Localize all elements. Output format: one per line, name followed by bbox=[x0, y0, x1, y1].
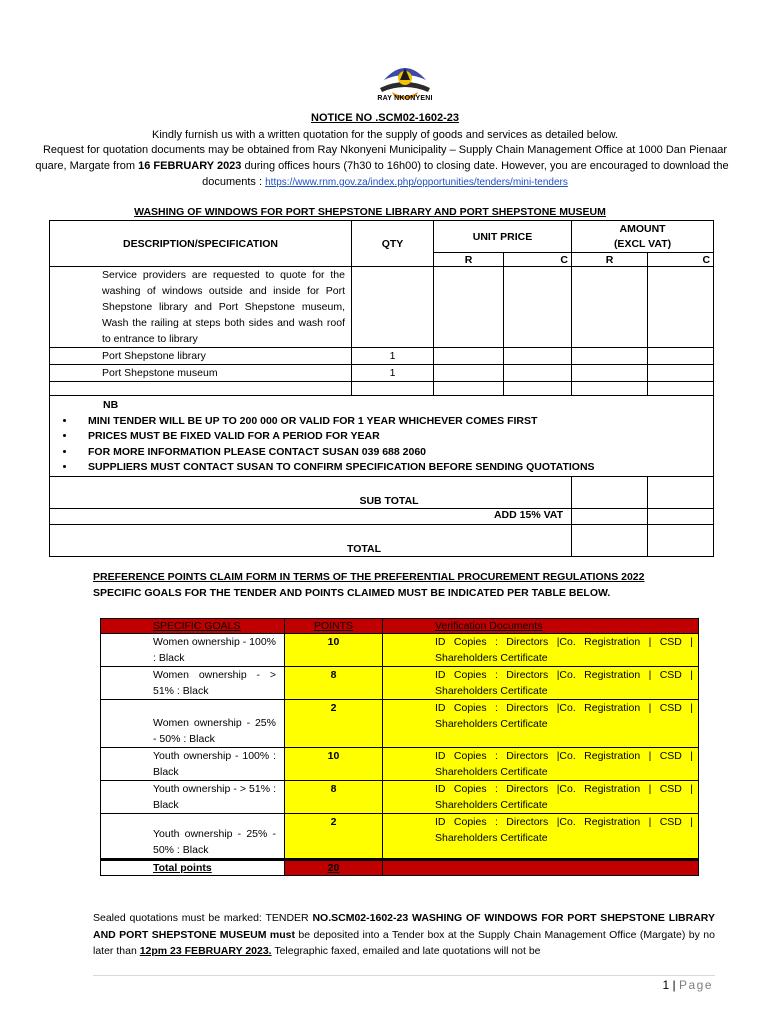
table-row bbox=[50, 382, 714, 396]
sealed-text-3: Telegraphic faxed, emailed and late quotations will not be bbox=[271, 945, 541, 957]
service-description bbox=[50, 267, 352, 348]
page-number: 1 bbox=[662, 978, 670, 992]
goal-text: Women ownership - 100% : Black bbox=[101, 634, 285, 667]
table-row bbox=[101, 748, 699, 781]
goal-docs: ID Copies : Directors |Co. Registration | CSD | Shareholders Certificate bbox=[383, 781, 699, 814]
intro-line-3-pre: quare, Margate from bbox=[35, 160, 139, 172]
cell bbox=[572, 267, 648, 348]
goal-text: Youth ownership - 25% - 50% : Black bbox=[101, 814, 285, 860]
start-date: 16 FEBRUARY 2023 bbox=[138, 160, 242, 172]
preference-title: PREFERENCE POINTS CLAIM FORM IN TERMS OF THE PREFERENTIAL PROCUREMENT REGULATIONS 2022 bbox=[93, 571, 645, 583]
item-qty: 1 bbox=[352, 365, 434, 382]
total-points-blank bbox=[383, 860, 699, 876]
logo-text: RAY NKONYENI bbox=[377, 95, 433, 102]
header-unit-c: C bbox=[504, 253, 572, 267]
closing-date: 12pm 23 FEBRUARY 2023. bbox=[139, 945, 272, 957]
page-word: Page bbox=[678, 978, 713, 992]
total-points-value: 20 bbox=[285, 860, 383, 876]
goal-docs: ID Copies : Directors |Co. Registration | CSD | Shareholders Certificate bbox=[383, 748, 699, 781]
vat-c bbox=[648, 508, 714, 524]
table-row bbox=[101, 781, 699, 814]
total-points-row bbox=[101, 860, 699, 876]
goal-points: 8 bbox=[285, 667, 383, 700]
sealed-text-2: be deposited into a Tender box at the Supply Chain Management Office (Margate) by no later than bbox=[93, 928, 715, 957]
cell bbox=[504, 382, 572, 396]
subtotal-r bbox=[572, 476, 648, 508]
goal-points: 2 bbox=[285, 700, 383, 748]
cell bbox=[504, 267, 572, 348]
goal-docs: ID Copies : Directors |Co. Registration | CSD | Shareholders Certificate bbox=[383, 667, 699, 700]
goal-text: Youth ownership - > 51% : Black bbox=[101, 781, 285, 814]
goal-text: Women ownership - > 51% : Black bbox=[101, 667, 285, 700]
nb-item: • MINI TENDER WILL BE UP TO 200 000 OR VALID FOR 1 YEAR WHICHEVER COMES FIRST bbox=[76, 414, 710, 430]
cell bbox=[504, 365, 572, 382]
sealed-bold-1: NO.SCM02-1602-23 WASHING OF WINDOWS FOR PORT SHEPSTONE LIBRARY AND PORT SHEPSTONE MUSEUM must bbox=[93, 912, 715, 941]
quotation-table bbox=[49, 220, 714, 557]
total-points-label: Total points bbox=[101, 860, 285, 876]
item-name: Port Shepstone museum bbox=[50, 365, 352, 382]
notice-number: NOTICE NO .SCM02-1602-23 bbox=[311, 112, 459, 124]
header-amount bbox=[572, 221, 714, 253]
nb-item: • PRICES MUST BE FIXED VALID FOR A PERIOD FOR YEAR bbox=[76, 429, 710, 445]
cell bbox=[504, 348, 572, 365]
nb-list bbox=[56, 414, 710, 476]
table-row bbox=[101, 700, 699, 748]
intro-line-4 bbox=[0, 176, 770, 188]
table-row bbox=[101, 814, 699, 860]
cell bbox=[572, 348, 648, 365]
cell bbox=[352, 382, 434, 396]
cell bbox=[434, 267, 504, 348]
nb-item: • FOR MORE INFORMATION PLEASE CONTACT SUSAN 039 688 2060 bbox=[76, 445, 710, 461]
cell bbox=[572, 382, 648, 396]
sealed-quotation-instructions bbox=[93, 910, 715, 960]
item-qty: 1 bbox=[352, 348, 434, 365]
goal-text: Youth ownership - 100% : Black bbox=[101, 748, 285, 781]
intro-line-3-post: during offices hours (7h30 to 16h00) to closing date. However, you are encouraged to download the bbox=[241, 160, 729, 172]
total-r bbox=[572, 524, 648, 556]
page-footer bbox=[662, 978, 713, 992]
cell bbox=[352, 267, 434, 348]
header-amount-line2: (EXCL VAT) bbox=[613, 237, 672, 250]
page-separator: | bbox=[669, 978, 679, 992]
goal-docs: ID Copies : Directors |Co. Registration | CSD | Shareholders Certificate bbox=[383, 814, 699, 860]
header-amount-c: C bbox=[648, 253, 714, 267]
total-label: TOTAL bbox=[50, 524, 572, 556]
cell bbox=[572, 365, 648, 382]
goal-docs: ID Copies : Directors |Co. Registration | CSD | Shareholders Certificate bbox=[383, 700, 699, 748]
total-c bbox=[648, 524, 714, 556]
sealed-text-1: Sealed quotations must be marked: TENDER bbox=[93, 912, 313, 924]
intro-line-1: Kindly furnish us with a written quotation for the supply of goods and services as detailed below. bbox=[152, 129, 618, 141]
footer-divider bbox=[93, 975, 715, 976]
goals-header-row bbox=[101, 619, 699, 634]
goal-text: Women ownership - 25% - 50% : Black bbox=[101, 700, 285, 748]
tenders-link[interactable]: https://www.rnm.gov.za/index.php/opportunities/tenders/mini-tenders bbox=[265, 177, 568, 188]
cell bbox=[648, 382, 714, 396]
goal-docs: ID Copies : Directors |Co. Registration | CSD | Shareholders Certificate bbox=[383, 634, 699, 667]
header-description: DESCRIPTION/SPECIFICATION bbox=[50, 221, 352, 267]
cell bbox=[434, 365, 504, 382]
header-qty: QTY bbox=[352, 221, 434, 267]
goal-points: 10 bbox=[285, 748, 383, 781]
table-row bbox=[50, 365, 714, 382]
intro-line-2: Request for quotation documents may be obtained from Ray Nkonyeni Municipality – Supply Chain Management Office at 1000 Dan Pienaar bbox=[42, 144, 728, 156]
nb-item: • SUPPLIERS MUST CONTACT SUSAN TO CONFIRM SPECIFICATION BEFORE SENDING QUOTATIONS bbox=[76, 460, 710, 476]
cell bbox=[648, 365, 714, 382]
intro-line-4-pre: documents : bbox=[202, 176, 266, 188]
subtotal-c bbox=[648, 476, 714, 508]
item-name: Port Shepstone library bbox=[50, 348, 352, 365]
nb-title: NB bbox=[103, 399, 119, 411]
vat-r bbox=[572, 508, 648, 524]
header-verification: Verification Documents bbox=[383, 619, 699, 634]
vat-label: ADD 15% VAT bbox=[50, 508, 572, 524]
header-specific-goals: SPECIFIC GOALS bbox=[101, 619, 285, 634]
cell bbox=[434, 348, 504, 365]
table-row bbox=[50, 348, 714, 365]
subtotal-label: SUB TOTAL bbox=[50, 476, 572, 508]
header-amount-line1: AMOUNT bbox=[619, 222, 666, 235]
municipal-logo bbox=[372, 58, 438, 110]
cell bbox=[434, 382, 504, 396]
nb-notes bbox=[50, 396, 714, 477]
cell bbox=[50, 382, 352, 396]
cell bbox=[648, 267, 714, 348]
goal-points: 8 bbox=[285, 781, 383, 814]
section-title: WASHING OF WINDOWS FOR PORT SHEPSTONE LIBRARY AND PORT SHEPSTONE MUSEUM bbox=[134, 206, 606, 218]
header-unit-r: R bbox=[434, 253, 504, 267]
intro-line-3 bbox=[0, 160, 770, 172]
cell bbox=[648, 348, 714, 365]
table-row bbox=[101, 634, 699, 667]
header-amount-r: R bbox=[572, 253, 648, 267]
preference-subtitle: SPECIFIC GOALS FOR THE TENDER AND POINTS CLAIMED MUST BE INDICATED PER TABLE BELOW. bbox=[93, 587, 611, 599]
header-unit-price: UNIT PRICE bbox=[434, 221, 572, 253]
specific-goals-table bbox=[100, 618, 699, 876]
table-row bbox=[101, 667, 699, 700]
goal-points: 10 bbox=[285, 634, 383, 667]
goal-points: 2 bbox=[285, 814, 383, 860]
service-text: Service providers are requested to quote for the washing of windows outside and inside for Port Shepstone library and Port Shepstone museum, Wash the railing at steps both sides and wash roof to entrance to library bbox=[102, 269, 345, 345]
header-points: POINTS bbox=[285, 619, 383, 634]
